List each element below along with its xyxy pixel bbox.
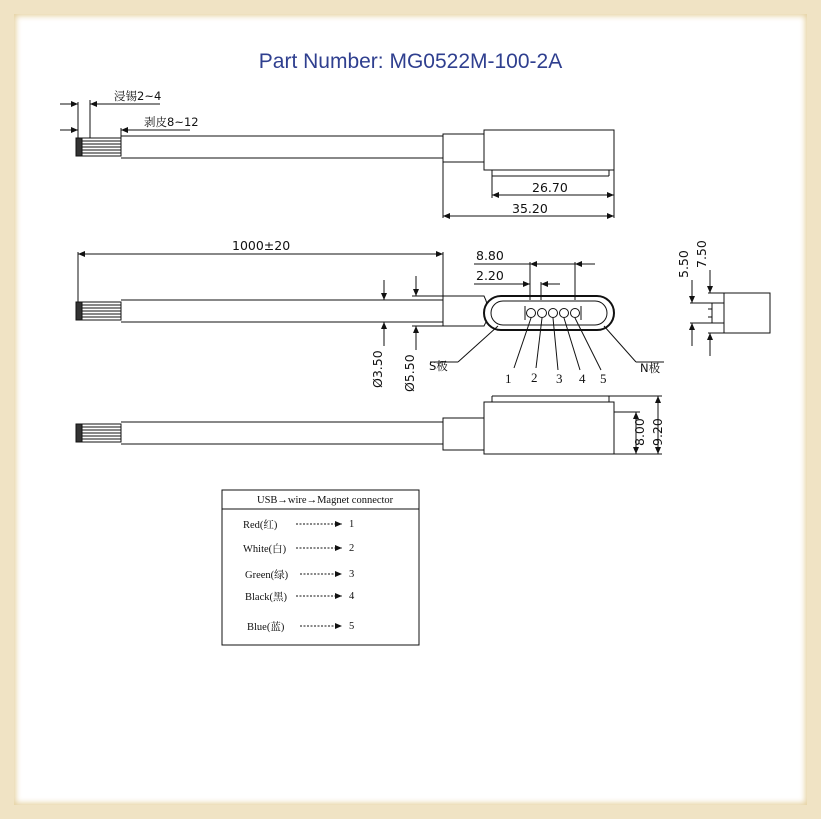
bottom-dim-b: 9.20 — [650, 418, 665, 446]
part-number-title: Part Number: MG0522M-100-2A — [258, 50, 563, 73]
pin-label-1: 1 — [505, 371, 512, 386]
dim-pitch-total: 8.80 — [476, 248, 504, 263]
pin-label-2: 2 — [531, 370, 538, 385]
table-row-color: Blue(蓝) — [247, 622, 285, 633]
table-row-color: Black(黑) — [245, 592, 287, 603]
bottom-view — [76, 396, 662, 454]
dim-pitch: 2.20 — [476, 268, 504, 283]
dia-cable: Ø3.50 — [370, 350, 385, 388]
table-row-color: Red(红) — [243, 520, 278, 531]
table-row-pin: 3 — [349, 569, 355, 580]
s-pole-label: S极 — [429, 359, 448, 373]
table-row-pin: 1 — [349, 519, 355, 530]
pin-label-5: 5 — [600, 371, 607, 386]
strip-label: 剥皮8~12 — [144, 115, 199, 129]
table-row-pin: 4 — [349, 591, 355, 602]
n-pole-label: N极 — [640, 361, 661, 375]
pin-label-3: 3 — [556, 371, 563, 386]
side-dim-a: 5.50 — [676, 250, 691, 278]
dim-body-length: 26.70 — [532, 180, 568, 195]
table-header: USB→wire→Magnet connector — [257, 495, 394, 506]
bottom-dim-a: 8.00 — [632, 418, 647, 446]
table-row-pin: 5 — [349, 621, 355, 632]
side-dim-b: 7.50 — [694, 240, 709, 268]
middle-view — [76, 252, 770, 370]
tin-label: 浸锡2~4 — [114, 89, 162, 103]
dim-cable-length: 1000±20 — [232, 238, 291, 253]
pin-label-4: 4 — [579, 371, 586, 386]
table-row-color: White(白) — [243, 544, 287, 555]
table-row-pin: 2 — [349, 543, 355, 554]
dim-total-length: 35.20 — [512, 201, 548, 216]
table-row-color: Green(绿) — [245, 570, 289, 581]
dia-boot: Ø5.50 — [402, 354, 417, 392]
